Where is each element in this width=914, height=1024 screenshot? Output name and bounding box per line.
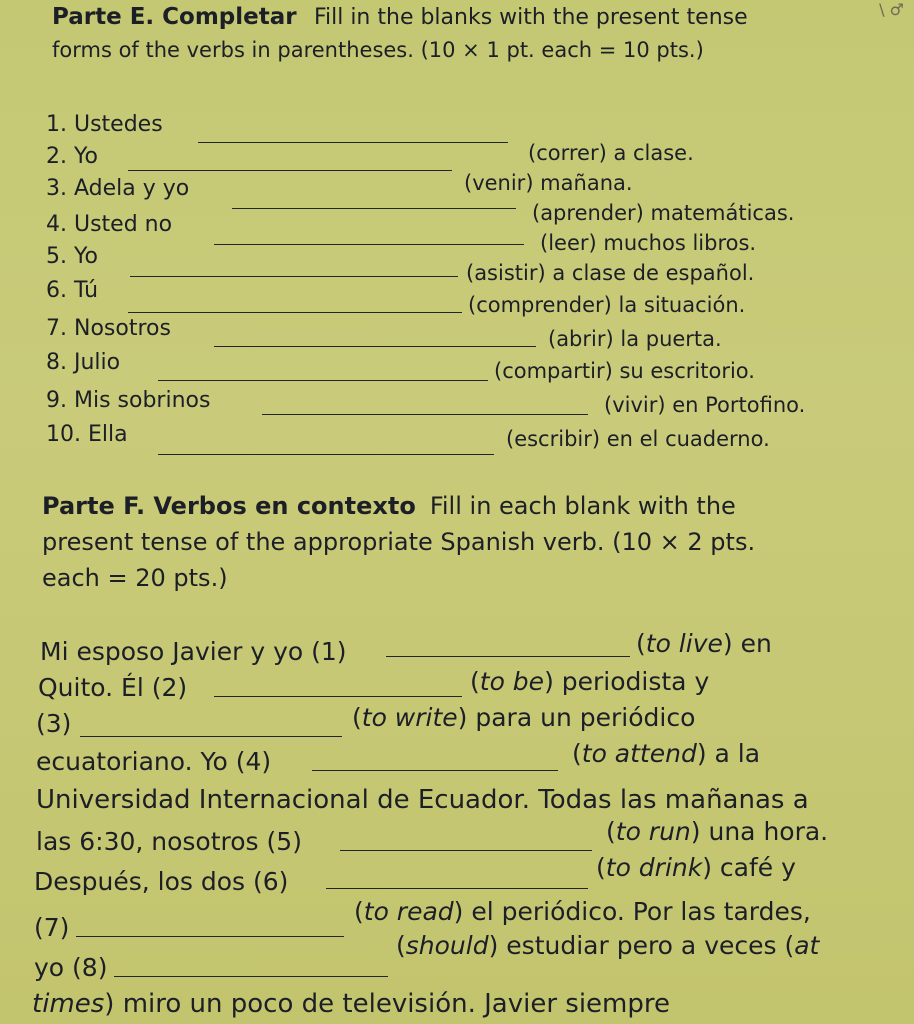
paren: ( (572, 739, 582, 768)
item-4-cue: (aprender) matemáticas. (532, 201, 795, 225)
item-9-cue: (compartir) su escritorio. (494, 359, 755, 383)
blank-6[interactable] (326, 888, 588, 889)
item-8-subject: 8. Julio (46, 350, 121, 375)
para-line-2-cue (470, 666, 709, 698)
para-line-1 (40, 636, 347, 668)
item-4-blank[interactable] (214, 244, 524, 245)
gloss-hint: times (32, 989, 105, 1019)
verb-hint: to live (645, 629, 723, 658)
part-f-title: Parte F. Verbos en contexto (42, 492, 416, 520)
blank-2[interactable] (214, 696, 462, 697)
para-line-8 (34, 912, 69, 944)
item-6-blank[interactable] (128, 312, 462, 313)
para-line-2 (38, 672, 187, 704)
verb-hint: to read (363, 897, 454, 926)
part-f-instructions-line2: present tense of the appropriate Spanish verb. (10 × 2 pts. (42, 528, 756, 556)
item-10-subject: 10. Ella (46, 422, 128, 447)
part-f-heading (42, 488, 842, 596)
para-text: Después, los dos (6) (34, 867, 289, 896)
blank-4[interactable] (312, 770, 558, 771)
para-line-6-cue (606, 816, 828, 848)
blank-7[interactable] (76, 936, 344, 937)
para-text: ) estudiar pero a veces ( (488, 931, 795, 960)
para-text: (7) (34, 913, 70, 942)
item-5-subject: 5. Yo (46, 244, 98, 269)
item-5-cue: (leer) muchos libros. (540, 231, 757, 255)
para-text: ) en (722, 629, 772, 658)
part-f-instructions-line3: each = 20 pts.) (42, 564, 228, 592)
item-6-subject: 6. Tú (46, 278, 99, 303)
paren: ( (606, 817, 616, 846)
item-10-blank[interactable] (158, 454, 494, 455)
item-9-blank[interactable] (262, 414, 588, 415)
verb-hint: to write (361, 703, 458, 732)
paren: ( (596, 853, 606, 882)
item-2-cue: (correr) a clase. (528, 141, 694, 165)
paren: ( (354, 897, 364, 926)
para-line-9 (34, 952, 107, 984)
para-line-5 (36, 784, 809, 816)
blank-3[interactable] (80, 736, 342, 737)
para-line-6 (36, 826, 302, 858)
part-f-instructions-line1: Fill in each blank with the (429, 492, 736, 520)
item-7-cue: (comprender) la situación. (468, 293, 746, 317)
item-1-subject: 1. Ustedes (46, 112, 163, 137)
item-1-blank[interactable] (198, 142, 508, 143)
para-line-1-cue (636, 628, 772, 660)
item-11-cue: (escribir) en el cuaderno. (506, 427, 770, 451)
para-text: ) una hora. (690, 817, 829, 846)
para-text: yo (8) (34, 953, 108, 982)
part-e-instructions-line2: forms of the verbs in parentheses. (10 × 1 pt. each = 10 pts.) (52, 38, 704, 62)
item-2-subject: 2. Yo (46, 144, 98, 169)
para-line-3 (36, 708, 71, 740)
para-line-9-cue (396, 930, 819, 962)
item-8-cue: (abrir) la puerta. (548, 327, 722, 351)
item-6-cue: (asistir) a clase de español. (466, 261, 755, 285)
blank-8[interactable] (114, 976, 388, 977)
item-4-subject: 4. Usted no (46, 212, 173, 237)
para-text: ecuatoriano. Yo (4) (36, 747, 272, 776)
para-text: ) café y (702, 853, 796, 882)
para-line-10 (32, 988, 670, 1020)
para-line-4-cue (572, 738, 760, 770)
para-text: ) el periódico. Por las tardes, (453, 897, 811, 926)
item-2-blank[interactable] (128, 170, 452, 171)
corner-pen-mark: \ ♂ (879, 0, 904, 19)
part-e-instructions-line1: Fill in the blanks with the present tense (313, 5, 748, 30)
verb-hint: to attend (581, 739, 697, 768)
para-line-7-cue (596, 852, 796, 884)
part-e-title: Parte E. Completar (52, 4, 297, 30)
verb-hint: should (405, 931, 489, 960)
para-text: ) a la (696, 739, 761, 768)
para-line-8-cue (354, 896, 811, 928)
verb-hint: to run (615, 817, 691, 846)
item-5-blank[interactable] (130, 276, 458, 277)
blank-5[interactable] (340, 850, 592, 851)
para-text: ) periodista y (544, 667, 710, 696)
para-line-4 (36, 746, 271, 778)
blank-1[interactable] (386, 656, 630, 657)
item-3-cue: (venir) mañana. (464, 171, 633, 195)
paren: ( (352, 703, 362, 732)
para-line-3-cue (352, 702, 695, 734)
para-text: ) para un periódico (457, 703, 696, 732)
item-9-subject: 9. Mis sobrinos (46, 388, 211, 413)
part-e-heading (52, 2, 832, 66)
para-text: las 6:30, nosotros (5) (36, 827, 302, 856)
paren: ( (636, 629, 646, 658)
para-line-7 (34, 866, 288, 898)
item-10-cue: (vivir) en Portofino. (604, 393, 806, 417)
para-text: Universidad Internacional de Ecuador. Todas las mañanas a (36, 785, 809, 815)
para-text: Mi esposo Javier y yo (1) (40, 637, 347, 666)
para-text: Quito. Él (2) (38, 673, 188, 702)
item-3-subject: 3. Adela y yo (46, 176, 190, 201)
item-7-subject: 7. Nosotros (46, 316, 171, 341)
para-text: (3) (36, 709, 72, 738)
item-3-blank[interactable] (232, 208, 516, 209)
gloss-hint: at (794, 931, 820, 960)
para-text: ) miro un poco de televisión. Javier siempre (104, 989, 670, 1019)
verb-hint: to drink (605, 853, 703, 882)
paren: ( (396, 931, 406, 960)
item-8-blank[interactable] (158, 380, 488, 381)
verb-hint: to be (479, 667, 545, 696)
paren: ( (470, 667, 480, 696)
item-7-blank[interactable] (214, 346, 536, 347)
